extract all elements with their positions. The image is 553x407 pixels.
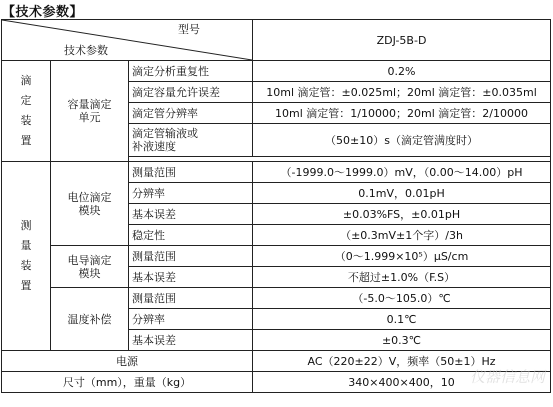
table-row xyxy=(2,162,551,183)
param-value: 0.1℃ xyxy=(253,309,551,330)
param-value: （-1999.0～1999.0）mV，（0.00～14.00）pH xyxy=(253,162,551,183)
param-name: 基本误差 xyxy=(129,330,253,351)
diagonal-line xyxy=(2,20,252,60)
param-value: （±0.3mV±1个字）/3h xyxy=(253,225,551,246)
param-name: 滴定分析重复性 xyxy=(129,61,253,82)
table-row xyxy=(2,288,551,309)
param-name: 滴定管分辨率 xyxy=(129,103,253,124)
param-value: 不超过±1.0%（F.S） xyxy=(253,267,551,288)
section-measurement-title: 测 量 装 置 xyxy=(2,162,51,351)
header-diagonal-cell xyxy=(2,20,253,61)
spec-table xyxy=(1,19,551,393)
param-value: （-5.0～105.0）℃ xyxy=(253,288,551,309)
param-value: 10ml 滴定管：1/10000；20ml 滴定管：2/10000 xyxy=(253,103,551,124)
param-value: 0.2% xyxy=(253,61,551,82)
group-conductometric-module: 电导滴定 模块 xyxy=(51,246,129,288)
param-value: 10ml 滴定管：±0.025ml；20ml 滴定管：±0.035ml xyxy=(253,82,551,103)
param-name: 测量范围 xyxy=(129,162,253,183)
param-value: （0～1.999×10⁵）μS/cm xyxy=(253,246,551,267)
param-name: 测量范围 xyxy=(129,246,253,267)
param-value: （50±10）s（滴定管满度时） xyxy=(253,124,551,157)
param-name: 滴定管输液或 补液速度 xyxy=(129,124,253,157)
group-volumetric-unit: 容量滴定 单元 xyxy=(51,61,129,162)
group-temperature-compensation: 温度补偿 xyxy=(51,288,129,351)
watermark: 仪器信息网 xyxy=(469,368,545,386)
param-name: 分辨率 xyxy=(129,183,253,204)
param-value: ±0.03%FS，±0.01pH xyxy=(253,204,551,225)
header-column-label: 型号 xyxy=(178,23,201,36)
size-weight-value: 340×400×400，10 xyxy=(253,372,551,393)
table-row xyxy=(2,246,551,267)
power-value: AC（220±22）V，频率（50±1）Hz xyxy=(253,351,551,372)
header-row xyxy=(2,20,551,61)
param-value: ±0.3℃ xyxy=(253,330,551,351)
param-name: 稳定性 xyxy=(129,225,253,246)
size-weight-label: 尺寸（mm），重量（kg） xyxy=(2,372,253,393)
param-name: 测量范围 xyxy=(129,288,253,309)
power-label: 电源 xyxy=(2,351,253,372)
table-row xyxy=(2,61,551,82)
group-potentiometric-module: 电位滴定 模块 xyxy=(51,162,129,246)
table-row xyxy=(2,372,551,393)
param-name: 基本误差 xyxy=(129,267,253,288)
section-titration-title: 滴 定 装 置 xyxy=(2,61,51,162)
section-heading: 【技术参数】 xyxy=(2,5,84,20)
param-name: 基本误差 xyxy=(129,204,253,225)
model-name: ZDJ-5B-D xyxy=(253,20,551,61)
table-row xyxy=(2,351,551,372)
header-row-label: 技术参数 xyxy=(64,44,108,57)
param-name: 分辨率 xyxy=(129,309,253,330)
param-value: 0.1mV，0.01pH xyxy=(253,183,551,204)
param-name: 滴定容量允许误差 xyxy=(129,82,253,103)
